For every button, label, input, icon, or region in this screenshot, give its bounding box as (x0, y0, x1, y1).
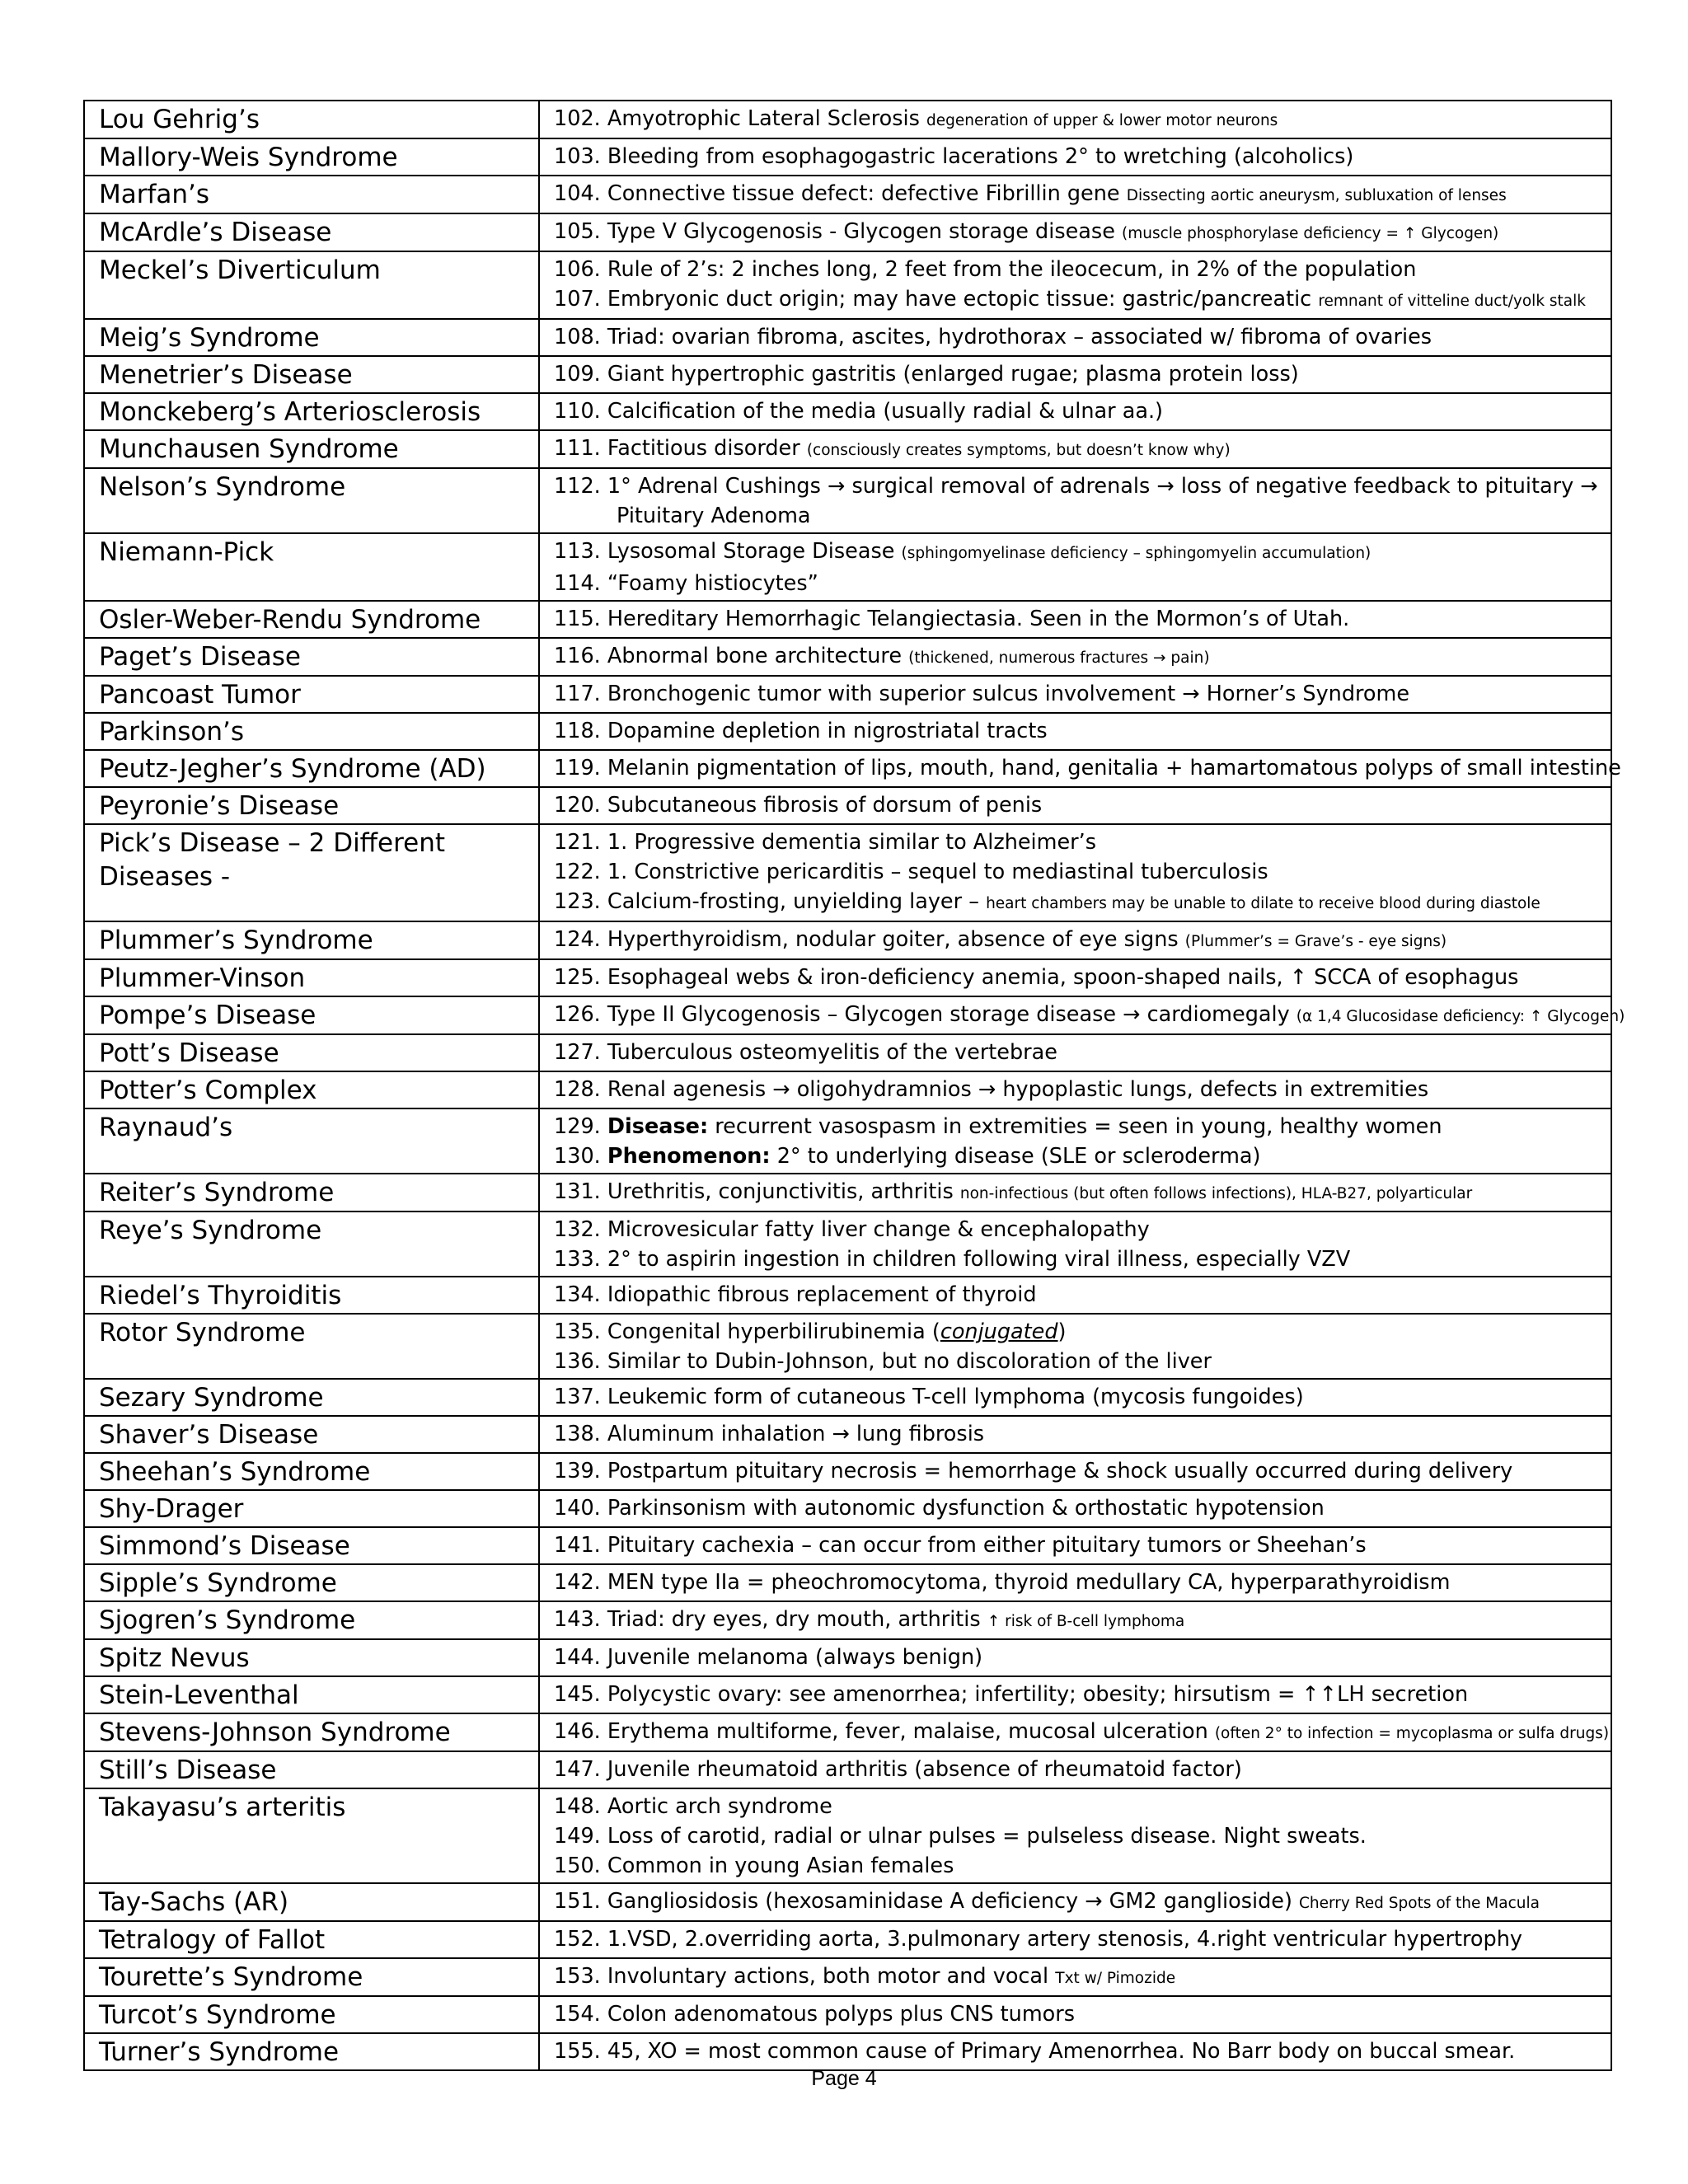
condition-name-cell: Reye’s Syndrome (84, 1212, 539, 1277)
description-cell (539, 1921, 1611, 1958)
table-row (84, 533, 1611, 601)
description-text: 113. Lysosomal Storage Disease (554, 539, 902, 564)
condition-name-cell: Sjogren’s Syndrome (84, 1601, 539, 1639)
description-cell (539, 1379, 1611, 1416)
table-row (84, 959, 1611, 996)
description-cell (539, 251, 1611, 319)
description-text: 139. Postpartum pituitary necrosis = hemorrhage & shock usually occurred during delivery (554, 1459, 1513, 1483)
table-row (84, 824, 1611, 921)
description-cell (539, 430, 1611, 468)
table-row (84, 1639, 1611, 1676)
description-text: ) (1057, 1319, 1067, 1344)
description-line (554, 322, 1611, 352)
table-row (84, 1883, 1611, 1921)
page-number: Page 4 (811, 2067, 877, 2090)
description-text: 126. Type II Glycogenosis – Glycogen storage disease → cardiomegaly (554, 1002, 1296, 1027)
description-cell (539, 959, 1611, 996)
description-cell (539, 1071, 1611, 1108)
table-row (84, 1416, 1611, 1453)
table-row (84, 1996, 1611, 2033)
condition-name-cell: Meckel’s Diverticulum (84, 251, 539, 319)
description-line (554, 1886, 1611, 1919)
description-text: conjugated (940, 1319, 1058, 1344)
table-row (84, 601, 1611, 638)
note-text: (consciously creates symptoms, but doesn’t know why) (806, 442, 1231, 459)
description-line (554, 1382, 1611, 1412)
description-text: 122. 1. Constrictive pericarditis – sequel to mediastinal tuberculosis (554, 860, 1268, 884)
table-row (84, 1174, 1611, 1212)
description-cell (539, 1883, 1611, 1921)
condition-name-cell: Marfan’s (84, 176, 539, 213)
description-text: 146. Erythema multiforme, fever, malaise, mucosal ulceration (554, 1719, 1215, 1744)
description-cell (539, 176, 1611, 213)
description-text: 118. Dopamine depletion in nigrostriatal tracts (554, 719, 1048, 743)
condition-name-cell: Turner’s Syndrome (84, 2033, 539, 2070)
table-row (84, 1314, 1611, 1379)
description-line (554, 679, 1611, 709)
description-text: 137. Leukemic form of cutaneous T-cell lymphoma (mycosis fungoides) (554, 1385, 1304, 1409)
condition-name-cell: Niemann-Pick (84, 533, 539, 601)
table-body (84, 101, 1625, 2070)
description-line (554, 501, 1611, 531)
table-row (84, 750, 1611, 787)
note-text: (thickened, numerous fractures → pain) (908, 649, 1210, 667)
table-row (84, 1676, 1611, 1713)
description-text: 141. Pituitary cachexia – can occur from either pituitary tumors or Sheehan’s (554, 1533, 1367, 1558)
description-line (554, 1141, 1611, 1171)
table-row (84, 1034, 1611, 1071)
condition-name-cell: Sipple’s Syndrome (84, 1564, 539, 1601)
note-text: (muscle phosphorylase deficiency = ↑ Glycogen) (1122, 225, 1499, 242)
description-line (554, 604, 1611, 634)
description-text: 147. Juvenile rheumatoid arthritis (absence of rheumatoid factor) (554, 1757, 1242, 1782)
table-row (84, 1490, 1611, 1527)
description-text: 152. 1.VSD, 2.overriding aorta, 3.pulmonary artery stenosis, 4.right ventricular hypertrophy (554, 1927, 1522, 1952)
term-label: Phenomenon: (607, 1144, 771, 1169)
condition-name-cell: Pancoast Tumor (84, 676, 539, 713)
condition-name-cell: Pompe’s Disease (84, 996, 539, 1034)
description-text: 114. “Foamy histiocytes” (554, 571, 818, 596)
description-cell (539, 1108, 1611, 1174)
description-line (554, 790, 1611, 820)
condition-name-cell: Monckeberg’s Arteriosclerosis (84, 393, 539, 430)
description-line (554, 1851, 1611, 1881)
description-cell (539, 1601, 1611, 1639)
description-line (554, 1999, 1611, 2029)
description-cell (539, 1174, 1611, 1212)
description-line (554, 716, 1611, 746)
description-text: 133. 2° to aspirin ingestion in children following viral illness, especially VZV (554, 1247, 1351, 1272)
table-row (84, 638, 1611, 676)
description-line (554, 537, 1611, 569)
description-line (554, 1568, 1611, 1597)
description-text: 134. Idiopathic fibrous replacement of thyroid (554, 1282, 1037, 1307)
note-text: degeneration of upper & lower motor neurons (926, 112, 1278, 129)
description-line (554, 1215, 1611, 1244)
description-text: 121. 1. Progressive dementia similar to Alzheimer’s (554, 830, 1097, 855)
description-cell (539, 1212, 1611, 1277)
description-line (554, 1821, 1611, 1851)
description-line (554, 1280, 1611, 1310)
description-line (554, 887, 1611, 919)
description-line (554, 1000, 1625, 1032)
description-line (554, 1755, 1611, 1784)
note-text: (α 1,4 Glucosidase deficiency: ↑ Glycogen) (1296, 1008, 1625, 1025)
description-text: 109. Giant hypertrophic gastritis (enlarged rugae; plasma protein loss) (554, 362, 1299, 387)
description-cell (539, 213, 1611, 251)
condition-name-cell: Osler-Weber-Rendu Syndrome (84, 601, 539, 638)
condition-name-cell: Reiter’s Syndrome (84, 1174, 539, 1212)
table-row (84, 1379, 1611, 1416)
table-row (84, 996, 1611, 1034)
table-row (84, 1601, 1611, 1639)
description-cell (539, 676, 1611, 713)
description-cell (539, 1713, 1611, 1751)
description-cell (539, 1751, 1611, 1788)
description-text: 148. Aortic arch syndrome (554, 1794, 832, 1819)
table-row (84, 430, 1611, 468)
note-text: (often 2° to infection = mycoplasma or sulfa drugs) (1214, 1725, 1610, 1742)
description-line (554, 104, 1611, 136)
table-row (84, 1108, 1611, 1174)
condition-name-cell: Sheehan’s Syndrome (84, 1453, 539, 1490)
description-cell (539, 319, 1611, 356)
description-cell (539, 1788, 1611, 1883)
description-cell (539, 138, 1611, 176)
condition-name-cell: Lou Gehrig’s (84, 101, 539, 138)
description-cell (539, 1676, 1611, 1713)
description-text: 103. Bleeding from esophagogastric lacerations 2° to wretching (alcoholics) (554, 144, 1354, 169)
condition-name-cell: Turcot’s Syndrome (84, 1996, 539, 2033)
description-cell (539, 996, 1625, 1034)
table-row (84, 713, 1611, 750)
description-text: 151. Gangliosidosis (hexosaminidase A deficiency → GM2 ganglioside) (554, 1889, 1299, 1914)
table-row (84, 787, 1611, 824)
description-line (554, 217, 1611, 249)
condition-name-cell: Sezary Syndrome (84, 1379, 539, 1416)
description-text: 130. (554, 1144, 607, 1169)
description-text: 105. Type V Glycogenosis - Glycogen storage disease (554, 219, 1122, 244)
description-line (554, 1717, 1611, 1749)
table-row (84, 1751, 1611, 1788)
description-text: 155. 45, XO = most common cause of Primary Amenorrhea. No Barr body on buccal smear. (554, 2039, 1516, 2064)
description-line (554, 1680, 1611, 1709)
condition-name-cell: Meig’s Syndrome (84, 319, 539, 356)
description-text: 110. Calcification of the media (usually radial & ulnar aa.) (554, 399, 1164, 424)
table-row (84, 1527, 1611, 1564)
note-text: Cherry Red Spots of the Macula (1299, 1895, 1540, 1912)
description-line (554, 753, 1621, 783)
description-text: 142. MEN type IIa = pheochromocytoma, thyroid medullary CA, hyperparathyroidism (554, 1570, 1451, 1595)
description-cell (539, 1416, 1611, 1453)
term-label: Disease: (607, 1114, 709, 1139)
table-row (84, 176, 1611, 213)
description-cell (539, 1527, 1611, 1564)
description-line (554, 1530, 1611, 1560)
description-line (554, 827, 1611, 857)
description-line (554, 1317, 1611, 1347)
condition-name-cell: Shy-Drager (84, 1490, 539, 1527)
description-text: 149. Loss of carotid, radial or ulnar pulses = pulseless disease. Night sweats. (554, 1824, 1367, 1849)
condition-name-cell: Still’s Disease (84, 1751, 539, 1788)
table-row (84, 101, 1611, 138)
description-line (554, 471, 1611, 501)
description-line (554, 434, 1611, 466)
condition-name-cell: Paget’s Disease (84, 638, 539, 676)
description-line (554, 179, 1611, 211)
description-text: Pituitary Adenoma (617, 504, 811, 528)
description-line (554, 1605, 1611, 1637)
description-cell (539, 2033, 1611, 2070)
description-text: 102. Amyotrophic Lateral Sclerosis (554, 106, 927, 131)
description-text: 144. Juvenile melanoma (always benign) (554, 1645, 983, 1670)
condition-name-cell: McArdle’s Disease (84, 213, 539, 251)
description-cell (539, 713, 1611, 750)
description-cell (539, 1564, 1611, 1601)
condition-name-cell: Munchausen Syndrome (84, 430, 539, 468)
description-cell (539, 921, 1611, 959)
description-line (554, 1924, 1611, 1954)
description-text: 132. Microvesicular fatty liver change & encephalopathy (554, 1217, 1150, 1242)
description-text: 150. Common in young Asian females (554, 1854, 954, 1878)
note-text: ↑ risk of B-cell lymphoma (987, 1613, 1185, 1630)
description-line (554, 142, 1611, 171)
description-text: 115. Hereditary Hemorrhagic Telangiectasia. Seen in the Mormon’s of Utah. (554, 607, 1350, 631)
description-text: 116. Abnormal bone architecture (554, 644, 909, 668)
description-line (554, 396, 1611, 426)
description-line (554, 1643, 1611, 1672)
condition-name-cell: Spitz Nevus (84, 1639, 539, 1676)
syndrome-table (83, 100, 1625, 2071)
description-line (554, 1177, 1611, 1209)
description-cell (539, 787, 1611, 824)
description-cell (539, 468, 1611, 533)
description-line (554, 569, 1611, 598)
condition-name-cell: Parkinson’s (84, 713, 539, 750)
table-row (84, 1277, 1611, 1314)
description-text: 145. Polycystic ovary: see amenorrhea; infertility; obesity; hirsutism = ↑↑LH secretion (554, 1682, 1469, 1707)
table-row (84, 2033, 1611, 2070)
note-text: Txt w/ Pimozide (1055, 1970, 1176, 1987)
table-row (84, 1788, 1611, 1883)
condition-name-cell: Peutz-Jegher’s Syndrome (AD) (84, 750, 539, 787)
description-text: 136. Similar to Dubin-Johnson, but no discoloration of the liver (554, 1349, 1212, 1374)
table-row (84, 319, 1611, 356)
condition-name-cell: Menetrier’s Disease (84, 356, 539, 393)
condition-name-cell: Pott’s Disease (84, 1034, 539, 1071)
description-line (554, 255, 1611, 284)
description-text: 135. Congenital hyperbilirubinemia ( (554, 1319, 940, 1344)
description-cell (539, 533, 1611, 601)
note-text: non-infectious (but often follows infections), HLA-B27, polyarticular (959, 1185, 1473, 1202)
description-line (554, 1075, 1611, 1104)
description-cell (539, 1490, 1611, 1527)
condition-name-cell: Stein-Leventhal (84, 1676, 539, 1713)
table-row (84, 1453, 1611, 1490)
condition-name-cell: Plummer’s Syndrome (84, 921, 539, 959)
description-text: 138. Aluminum inhalation → lung fibrosis (554, 1422, 985, 1446)
table-row (84, 1713, 1611, 1751)
condition-name-cell: Tay-Sachs (AR) (84, 1883, 539, 1921)
table-row (84, 213, 1611, 251)
description-text: 131. Urethritis, conjunctivitis, arthritis (554, 1179, 960, 1204)
condition-name-cell: Potter’s Complex (84, 1071, 539, 1108)
note-text: heart chambers may be unable to dilate to receive blood during diastole (986, 895, 1540, 912)
description-text: 128. Renal agenesis → oligohydramnios → hypoplastic lungs, defects in extremities (554, 1077, 1429, 1102)
description-line (554, 963, 1611, 992)
description-cell (539, 1277, 1611, 1314)
description-text: 104. Connective tissue defect: defective Fibrillin gene (554, 181, 1127, 206)
description-line (554, 1244, 1611, 1274)
description-line (554, 1347, 1611, 1376)
description-line (554, 284, 1611, 316)
description-cell (539, 824, 1611, 921)
description-text: recurrent vasospasm in extremities = seen in young, healthy women (708, 1114, 1442, 1139)
table-row (84, 356, 1611, 393)
description-text: 127. Tuberculous osteomyelitis of the vertebrae (554, 1040, 1057, 1065)
description-cell (539, 1996, 1611, 2033)
note-text: (Plummer’s = Grave’s - eye signs) (1184, 933, 1447, 950)
description-line (554, 1419, 1611, 1449)
table-row (84, 1071, 1611, 1108)
note-text: remnant of vitteline duct/yolk stalk (1318, 293, 1587, 310)
description-text: 106. Rule of 2’s: 2 inches long, 2 feet from the ileocecum, in 2% of the population (554, 257, 1417, 282)
description-text: 154. Colon adenomatous polyps plus CNS tumors (554, 2002, 1076, 2027)
description-text: 107. Embryonic duct origin; may have ectopic tissue: gastric/pancreatic (554, 287, 1319, 312)
description-line (554, 857, 1611, 887)
description-cell (539, 1034, 1611, 1071)
description-text: 140. Parkinsonism with autonomic dysfunction & orthostatic hypotension (554, 1496, 1325, 1521)
condition-name-cell: Peyronie’s Disease (84, 787, 539, 824)
condition-name-cell: Shaver’s Disease (84, 1416, 539, 1453)
note-text: Dissecting aortic aneurysm, subluxation of lenses (1126, 187, 1507, 204)
description-text: 129. (554, 1114, 607, 1139)
description-line (554, 1038, 1611, 1067)
condition-name-cell: Nelson’s Syndrome (84, 468, 539, 533)
description-line (554, 925, 1611, 957)
note-text: (sphingomyelinase deficiency – sphingomyelin accumulation) (901, 545, 1372, 562)
condition-name-cell: Rotor Syndrome (84, 1314, 539, 1379)
description-line (554, 2036, 1611, 2066)
condition-name-cell: Stevens-Johnson Syndrome (84, 1713, 539, 1751)
description-cell (539, 1314, 1611, 1379)
description-cell (539, 393, 1611, 430)
description-cell (539, 750, 1621, 787)
description-text: 2° to underlying disease (SLE or scleroderma) (770, 1144, 1261, 1169)
description-cell (539, 638, 1611, 676)
description-cell (539, 1639, 1611, 1676)
table-row (84, 393, 1611, 430)
description-cell (539, 601, 1611, 638)
description-text: 153. Involuntary actions, both motor and vocal (554, 1964, 1056, 1989)
table-row (84, 921, 1611, 959)
description-text: 112. 1° Adrenal Cushings → surgical removal of adrenals → loss of negative feedback to pituitary → (554, 474, 1598, 499)
table-row (84, 1958, 1611, 1996)
description-line (554, 1961, 1611, 1994)
condition-name-cell: Tourette’s Syndrome (84, 1958, 539, 1996)
description-cell (539, 1958, 1611, 1996)
description-text: 124. Hyperthyroidism, nodular goiter, absence of eye signs (554, 927, 1185, 952)
condition-name-cell: Takayasu’s arteritis (84, 1788, 539, 1883)
description-line (554, 1456, 1611, 1486)
table-row (84, 1921, 1611, 1958)
description-text: 111. Factitious disorder (554, 436, 807, 461)
table-row (84, 676, 1611, 713)
description-line (554, 1112, 1611, 1141)
description-line (554, 641, 1611, 673)
table-row (84, 1564, 1611, 1601)
description-cell (539, 101, 1611, 138)
table-row (84, 251, 1611, 319)
description-line (554, 1493, 1611, 1523)
condition-name-cell: Pick’s Disease – 2 Different Diseases - (84, 824, 539, 921)
condition-name-cell: Riedel’s Thyroiditis (84, 1277, 539, 1314)
description-text: 119. Melanin pigmentation of lips, mouth, hand, genitalia + hamartomatous polyps of small intestine (554, 756, 1621, 780)
condition-name-cell: Plummer-Vinson (84, 959, 539, 996)
description-text: 143. Triad: dry eyes, dry mouth, arthritis (554, 1607, 987, 1632)
description-line (554, 359, 1611, 389)
condition-name-cell: Tetralogy of Fallot (84, 1921, 539, 1958)
description-text: 108. Triad: ovarian fibroma, ascites, hydrothorax – associated w/ fibroma of ovaries (554, 325, 1432, 349)
description-text: 123. Calcium-frosting, unyielding layer – (554, 889, 987, 914)
table-row (84, 138, 1611, 176)
description-line (554, 1792, 1611, 1821)
condition-name-cell: Mallory-Weis Syndrome (84, 138, 539, 176)
condition-name-cell: Simmond’s Disease (84, 1527, 539, 1564)
description-cell (539, 1453, 1611, 1490)
table-row (84, 1212, 1611, 1277)
condition-name-cell: Raynaud’s (84, 1108, 539, 1174)
description-cell (539, 356, 1611, 393)
description-text: 125. Esophageal webs & iron-deficiency anemia, spoon-shaped nails, ↑ SCCA of esophagus (554, 965, 1519, 990)
table-row (84, 468, 1611, 533)
description-text: 120. Subcutaneous fibrosis of dorsum of penis (554, 793, 1043, 818)
description-text: 117. Bronchogenic tumor with superior sulcus involvement → Horner’s Syndrome (554, 682, 1410, 706)
